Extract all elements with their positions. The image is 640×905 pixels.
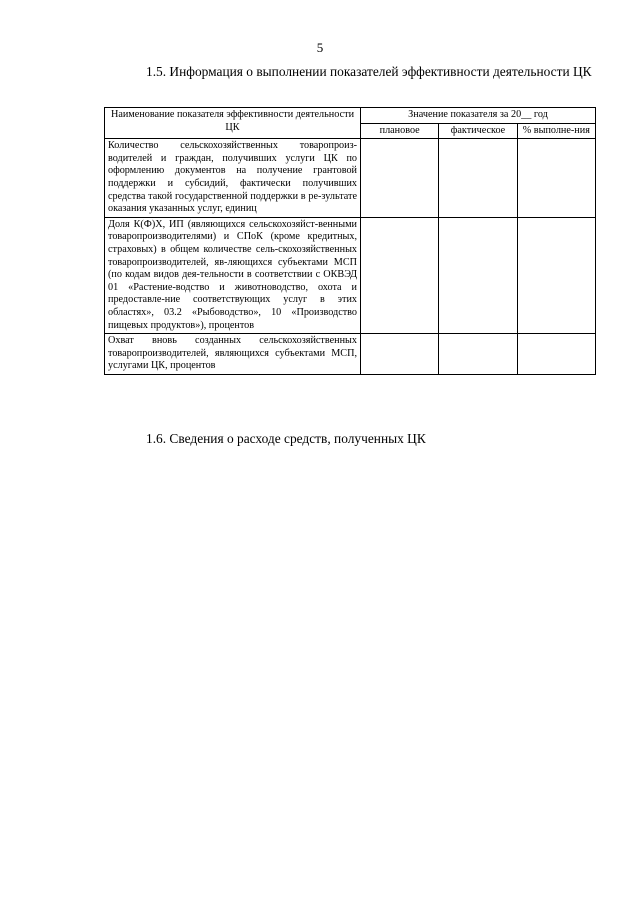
actual-header: фактическое: [439, 123, 517, 139]
percent-value-cell: [517, 217, 595, 333]
planned-value-cell: [361, 334, 439, 375]
actual-value-cell: [439, 139, 517, 218]
percent-value-cell: [517, 139, 595, 218]
actual-value-cell: [439, 217, 517, 333]
actual-value-cell: [439, 334, 517, 375]
page-number: 5: [316, 40, 324, 55]
section-heading-1-5: 1.5. Информация о выполнении показателей эффективности деятельности ЦК: [146, 64, 592, 79]
percent-value-cell: [517, 334, 595, 375]
indicators-table: [104, 107, 596, 375]
indicator-name-cell: Охват вновь созданных сельскохозяйственных товаропроизводителей, являющихся субъектами МСП, услугами ЦК, процентов: [105, 334, 361, 375]
table-row: [105, 217, 596, 333]
percent-header: % выполне-ния: [517, 123, 595, 139]
indicator-value-group-header: Значение показателя за 20__ год: [361, 108, 596, 124]
indicator-name-cell: Доля К(Ф)Х, ИП (являющихся сельскохозяйст-венными товаропроизводителями) и СПоК (кроме кредитных, страховых) в общем количестве сель-скохозяйственных товаропроизводителей, яв-ляющихся субъектами МСП (по кодам видов дея-тельности в соответствии с ОКВЭД 01 «Растение-водство и животноводство, охота и предоставле-ние соответствующих услуг в этих областях», 03.2 «Рыбоводство», 10 «Производство пищевых продуктов»), процентов: [105, 217, 361, 333]
table-row: [105, 139, 596, 218]
section-heading-1-6: 1.6. Сведения о расходе средств, полученных ЦК: [146, 431, 426, 446]
table-header-row: [105, 108, 596, 124]
planned-value-cell: [361, 217, 439, 333]
table-row: [105, 334, 596, 375]
indicator-name-cell: Количество сельскохозяйственных товаропроиз-водителей и граждан, получивших услуги ЦК по оформлению документов на получение грантовой поддержки и субсидий, фактически получивших средства такой государственной поддержки в ре-зультате оказания указанных услуг, единиц: [105, 139, 361, 218]
planned-value-cell: [361, 139, 439, 218]
planned-header: плановое: [361, 123, 439, 139]
indicator-name-header: Наименование показателя эффективности деятельности ЦК: [105, 108, 361, 139]
